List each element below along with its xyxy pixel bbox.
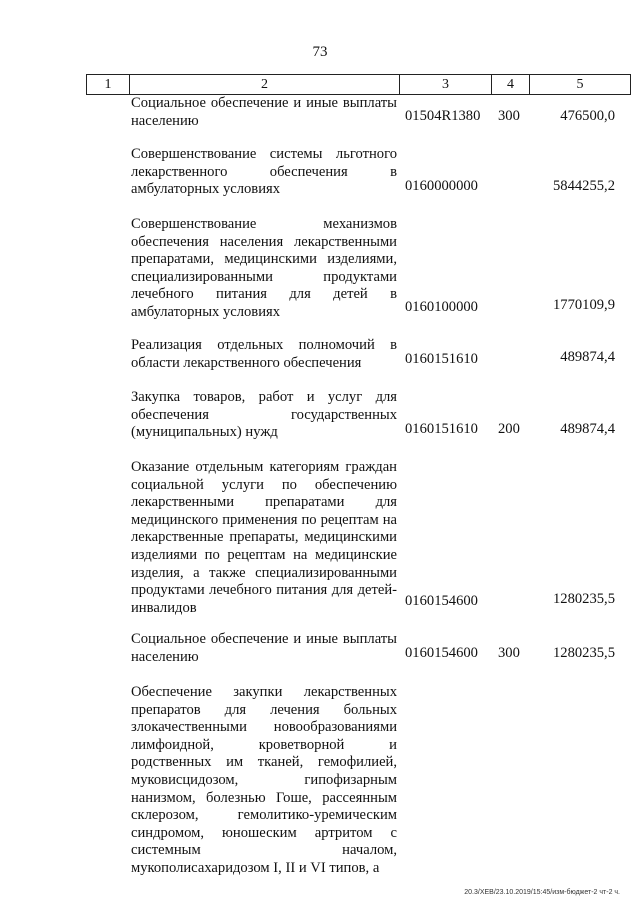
row-code: 0160000000 — [405, 178, 478, 194]
page-number: 73 — [312, 44, 328, 60]
footer-note: 20.3/ХЕВ/23.10.2019/15:45/изм-бюджет-2 чт-2 ч. — [464, 889, 620, 896]
row-name: Совершенствование механизмов обеспечения населения лекарственными препаратами, медицинскими изделиями, специализированными продуктами лечебного питания для детей в амбулаторных условиях — [131, 216, 397, 320]
row-amount: 1770109,9 — [552, 297, 615, 313]
header-col-1: 1 — [86, 75, 129, 94]
row-code: 0160154600 — [405, 645, 478, 661]
row-code: 0160100000 — [405, 299, 478, 315]
row-name: Совершенствование системы льготного лекарственного обеспечения в амбулаторных условиях — [131, 146, 397, 198]
header-col-5: 5 — [529, 75, 631, 94]
row-amount: 476500,0 — [560, 108, 615, 124]
row-type: 300 — [498, 108, 520, 124]
table-header — [86, 74, 631, 95]
row-code: 0160151610 — [405, 351, 478, 367]
row-name: Оказание отдельным категориям граждан социальной услуги по обеспечению лекарственными препаратами для медицинского применения по рецептам на лекарственные препараты, медицинскими изделиями по рецептам на медицинские изделия, а также специализированными продуктами лечебного питания для детей-инвалидов — [131, 459, 397, 616]
row-amount: 489874,4 — [560, 349, 615, 365]
row-name: Социальное обеспечение и иные выплаты населению — [131, 95, 397, 129]
header-col-3: 3 — [399, 75, 491, 94]
row-name: Социальное обеспечение и иные выплаты населению — [131, 631, 397, 665]
row-amount: 1280235,5 — [552, 645, 615, 661]
row-amount: 5844255,2 — [552, 178, 615, 194]
row-type: 200 — [498, 421, 520, 437]
row-name: Реализация отдельных полномочий в области лекарственного обеспечения — [131, 337, 397, 371]
header-col-2: 2 — [129, 75, 399, 94]
row-code: 0160151610 — [405, 421, 478, 437]
row-code: 0160154600 — [405, 593, 478, 609]
header-col-4: 4 — [491, 75, 529, 94]
row-type: 300 — [498, 645, 520, 661]
row-name: Обеспечение закупки лекарственных препаратов для лечения больных злокачественными новообразованиями лимфоидной, кроветворной и родственных им тканей, гемофилией, муковисцидозом, гипофизарным нанизмом, болезнью Гоше, рассеянным склерозом, гемолитико-уремическим синдромом, юношеским артритом с системным началом, мукополисахаридозом I, II и VI типов, а — [131, 684, 397, 876]
row-amount: 489874,4 — [560, 421, 615, 437]
row-amount: 1280235,5 — [552, 591, 615, 607]
row-name: Закупка товаров, работ и услуг для обеспечения государственных (муниципальных) нужд — [131, 389, 397, 441]
row-code: 01504R1380 — [405, 108, 481, 124]
